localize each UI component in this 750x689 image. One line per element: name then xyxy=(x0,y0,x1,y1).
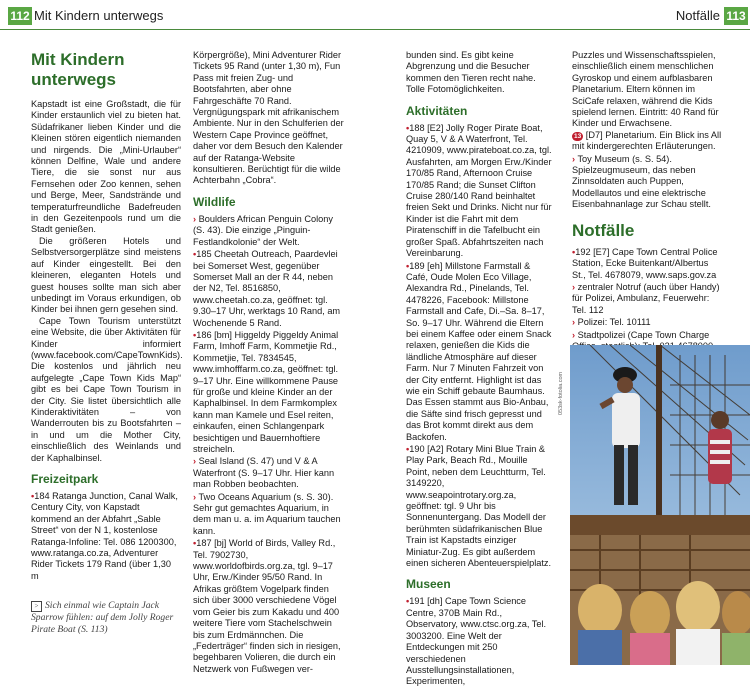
bullet-icon: • xyxy=(193,249,197,260)
entry-millstone-text: 189 [eh] Millstone Farmstall & Café, Oude Molen Eco Village, Alexandra Rd., Pinelands, Tel. 4478226, Facebook: Millstone Farmstall and Cafe, Di.–Sa. 8–17, So. 9–17 Uhr. Während die Eltern bei einem Kaffee oder einem Snack relaxen, genießen die Kids die ländliche Atmosphäre auf dieser Farm. Nur 7 Minuten Fahrzeit von der City entfernt. Highlight ist das wie ein Schiff gebaute Baumhaus. Das Essen stammt aus Bio-Anbau, die Säfte sind frisch gepresst und das Brot kommt direkt aus dem Backofen. xyxy=(406,260,552,442)
column-1 xyxy=(31,50,181,636)
pirate-ship-photo xyxy=(570,345,750,665)
right-page-number: 113 xyxy=(724,7,748,25)
entry-rotary xyxy=(406,444,553,569)
heading-aktivitaeten: Aktivitäten xyxy=(406,103,468,118)
bullet-icon: • xyxy=(31,491,35,501)
ratanga-continued: Körpergröße), Mini Adventurer Rider Tickets 95 Rand (unter 1,30 m), Fun Pass mit freien Zug- und Bootsfahrten, aber ohne Fahrgeschäfte 70 Rand. Vergnügungspark mit afrikanischem Ambiente. Nur in den Schulferien der Western Cape Province geöffnet, daher vor dem Besuch den Kalender auf der Ratanga-Website konsultieren. Berüchtigt für die wilde Achterbahn „Cobra“. xyxy=(193,50,344,186)
entry-seal xyxy=(193,456,346,490)
tourism-paragraph: Cape Town Tourism unterstützt eine Website, die über Aktivitäten für Kinder informiert (www.facebook.com/CapeTownKids). Die kostenlos und jährlich neu aufgelegte „Cape Town Kids Map“ gibt es bei Cape Town Tourism in der City. Sie listet übersichtlich alle Kinderaktivitäten – von Wanderrouten bis zu Bootsfahrten – in und um die Mother City, einschließlich des Weinlands und der Kaphalbinsel. xyxy=(31,315,183,463)
entry-farm-text: 186 [bm] Higgeldy Piggeldy Animal Farm, Imhoff Farm, Kommetjie Rd., Kommetjie, Tel. 7834545, www.imhofffarm.co.za, geöffnet: tgl. 9–17 Uhr. Eine willkommene Pause für große und kleine Kinder an der Kaphalbinsel. In dem Farmkomplex kann man Kamele und Esel reiten, einkaufen, einen Schlangenpark besichtigen und Bauernhoftiere streicheln. xyxy=(193,329,339,454)
chevron-right-icon: › xyxy=(572,317,576,328)
bullet-icon: • xyxy=(193,538,197,549)
bullet-icon: • xyxy=(406,122,410,133)
photo-tip xyxy=(31,600,181,636)
entry-stadtpolizei-text: Stadtpolizei (Cape Town Charge xyxy=(577,329,710,340)
entry-millstone xyxy=(406,261,553,444)
heading-wildlife: Wildlife xyxy=(193,194,236,209)
birds-continued: bunden sind. Es gibt keine Abgrenzung und die Besucher kommen den Tieren recht nahe. Tolle Fotomöglichkeiten. xyxy=(406,50,536,95)
bullet-icon: • xyxy=(193,329,197,340)
intro-paragraph: Kapstadt ist eine Großstadt, die für Kinder erstaunlich viel zu bieten hat. Südafrikaner lieben Kinder und die Kleinen stören eigentlich niemanden und nirgends. Die „Mini-Urlauber“ können Delfine, Wale und andere Tiere, die sie sonst nur aus Fernsehen oder Zoo kennen, sehen und Berge, Meer, Sandstrände und temperaturfreundliche Badefreuden in den Gezeitenpools rund um die Stadt genießen. xyxy=(31,99,181,235)
entry-ratanga-text: 184 Ratanga Junction, Canal Walk, Century City, von Kapstadt kommend an der Abfahrt „Sable Street“ von der N 1, kostenlose Ratanga-Infoline: Tel. 086 1200300, www.ratanga.co.za, Adventurer Rider Tickets 179 Rand (über 1,30 m xyxy=(31,491,178,581)
bullet-icon: • xyxy=(406,444,410,454)
entry-rotary-text: 190 [A2] Rotary Mini Blue Train & Play Park, Beach Rd., Mouille Point, neben dem Leuchtturm, Tel. 3149220, www.seapointrotary.org.za, geöffnet: tgl. 9 Uhr bis Sonnenuntergang. Das Modell der berühmten südafrikanischen Blue Train ist Kapstadts einziger Miniatur-Zug. Es gibt außerdem einen sicheren Abenteuerspielplatz. xyxy=(406,444,552,569)
entry-planetarium-text: [D7] Planetarium. Ein Blick ins All mit kindergerechten Erläuterungen. xyxy=(572,129,722,152)
chevron-right-icon: › xyxy=(193,456,197,467)
entry-police-station xyxy=(572,247,722,281)
entry-farm xyxy=(193,330,346,455)
left-running-title: Mit Kindern unterwegs xyxy=(34,8,164,23)
entry-notruf-text: zentraler Notruf (auch über Handy) für Polizei, Ambulanz, Feuerwehr: Tel. 112 xyxy=(572,281,720,315)
heading-freizeitpark: Freizeitpark xyxy=(31,472,99,486)
column-2 xyxy=(193,50,346,676)
entry-police-station-text: 192 [E7] Cape Town Central Police Station, Ecke Buitenkant/Albertus St., Tel. 4678079, www.saps.gov.za xyxy=(572,246,718,280)
entry-birds-text: 187 [bj] World of Birds, Valley Rd., Tel. 7902730, www.worldofbirds.org.za, tgl. 9–17 Uhr, Erw./Kinder 95/50 Rand. In Afrikas größtem Vogelpark finden sich über 3000 verschiedene Vögel vom Geier bis zum Kakadu und 400 weitere Tiere vom Stachelschwein bis zum Erdmännchen. Die „Federträger“ finden sich in riesigen, begehbaren Volieren, die durch ein Netzwerk von Fußwegen ver- xyxy=(193,538,341,674)
column-4 xyxy=(572,50,722,353)
right-running-title: Notfälle xyxy=(675,8,720,23)
entry-boulders-text: Boulders African Penguin Colony (S. 43). Die einzige „Pinguin-Festlandkolonie“ der Welt. xyxy=(193,213,333,247)
science-continued: Puzzles und Wissenschaftsspielen, einschließlich einem menschlichen Gyroskop und einem aufblasbaren Planetarium. Eltern können im SciCafe relaxen, während die Kids spielend lernen. Eintritt: 40 Rand für Kinder und Erwachsene. xyxy=(572,50,719,129)
entry-cheetah xyxy=(193,249,346,329)
entry-aquarium-text: Two Oceans Aquarium (s. S. 30). Sehr gut gemachtes Aquarium, in dem man u. a. im Aquarium tauchen kann. xyxy=(193,491,341,536)
page-header xyxy=(0,0,750,30)
entry-science-text: 191 [dh] Cape Town Science Centre, 370B Main Rd., Observatory, www.ctsc.org.za, Tel. 3003200. Eine Welt der Entdeckungen mit 250 verschiedenen Ausstellungsinstallationen, Experimenten, xyxy=(406,596,547,687)
pirate-ship-illustration xyxy=(570,345,750,665)
entry-planetarium xyxy=(572,130,722,153)
section-heading-kinder: Mit Kindern unterwegs xyxy=(31,50,125,89)
entry-aquarium xyxy=(193,492,346,538)
left-page-number: 112 xyxy=(8,7,32,25)
entry-seal-text: Seal Island (S. 47) und V & A Waterfront (S. 9–17 Uhr. Hier kann man Robben beobachten. xyxy=(193,456,335,490)
planetarium-number-badge: 13 xyxy=(574,132,582,140)
heading-museen: Museen xyxy=(406,577,451,592)
entry-ratanga xyxy=(31,491,181,582)
photo-tip-text: Sich einmal wie Captain Jack Sparrow fühlen: auf dem Jolly Roger Pirate Boat (S. 113) xyxy=(31,600,174,636)
chevron-right-icon: › xyxy=(193,491,197,502)
chevron-right-icon: › xyxy=(193,213,197,224)
heading-notfaelle: Notfälle xyxy=(572,220,635,240)
entry-toy-museum-text: Toy Museum (s. S. 54). Spielzeugmuseum, das neben Zinnsoldaten auch Puppen, Modellautos und eine elektrische Eisenbahnanlage zur Schau stellt. xyxy=(572,153,711,210)
entry-boulders xyxy=(193,214,346,248)
entry-birds xyxy=(193,538,346,675)
bullet-icon: • xyxy=(406,260,410,271)
chevron-right-icon: › xyxy=(572,153,576,164)
entry-polizei xyxy=(572,317,722,328)
arrow-box-icon: > xyxy=(31,601,42,612)
entry-polizei-text: Polizei: Tel. 10111 xyxy=(577,317,651,328)
entry-toy-museum xyxy=(572,154,722,211)
column-3 xyxy=(406,50,553,689)
bullet-icon: • xyxy=(406,596,410,607)
chevron-right-icon: › xyxy=(572,329,576,340)
entry-cheetah-text: 185 Cheetah Outreach, Paardevlei bei Somerset West, gegenüber Somerset Mall an der R 44, neben der N2, Tel. 8516850, www.cheetah.co.za, geöffnet: tgl. 9.30–17 Uhr, werktags 10 Rand, am Wochenende 5 Rand. xyxy=(193,249,341,328)
entry-pirate-boat-text: 188 [E2] Jolly Roger Pirate Boat, Quay 5, V & A Waterfront, Tel. 4210909, www.pirateboat.co.za, tgl. Ausfahrten, am Morgen Erw./Kinder 170/85 Rand, Afternoon Cruise 170/85 Rand; die Sunset Clifton Cruise 280/140 Rand beinhaltet freien Sekt und Drinks. Nicht nur für Kinder ist die Fahrt mit dem Piratenschiff in die Tafelbucht ein großer Spaß. Abfahrtszeiten nach Vereinbarung. xyxy=(406,122,552,259)
photo-credit: 053sk-fotolia.com xyxy=(558,371,564,415)
entry-pirate-boat xyxy=(406,123,553,260)
hotels-paragraph: Die größeren Hotels und Selbstversorgerplätze sind meistens auf Kinder eingestellt. Bei den kleineren, eleganten Hotels und guest houses sollte man sich aber unbedingt im Voraus erkundigen, ob Kinder bei ihnen gern gesehen sind. xyxy=(31,235,181,315)
entry-notruf xyxy=(572,282,722,316)
chevron-right-icon: › xyxy=(572,281,576,292)
bullet-icon: • xyxy=(572,246,576,257)
entry-science xyxy=(406,596,553,687)
